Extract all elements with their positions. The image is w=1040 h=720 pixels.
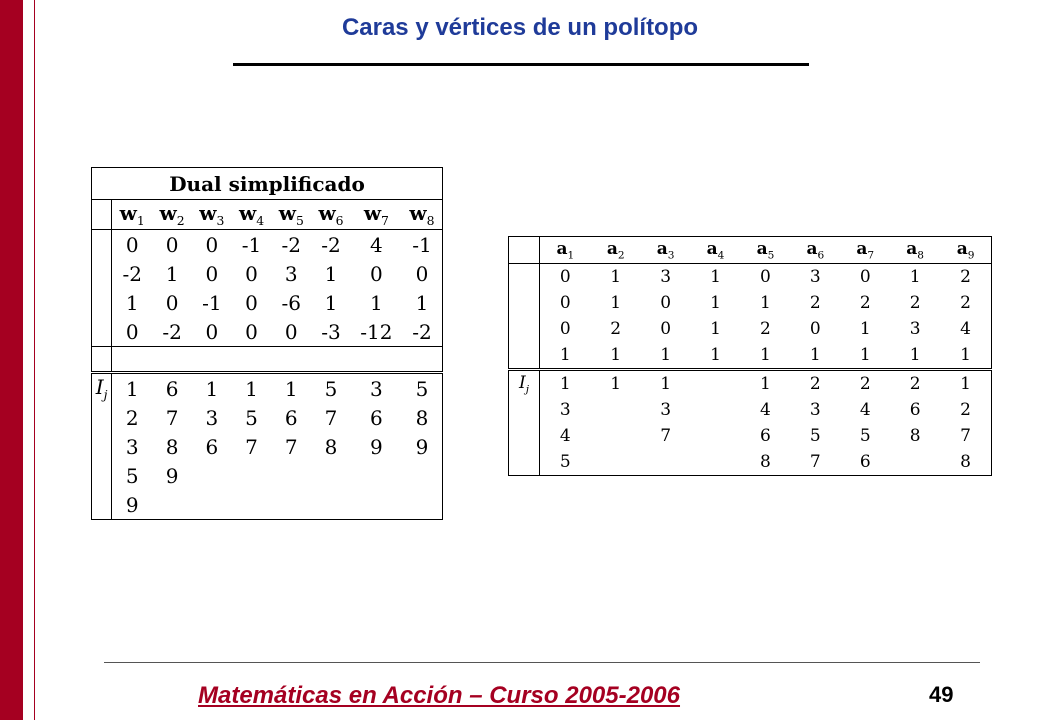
table-cell: 3: [125, 434, 139, 459]
table-cell: [402, 461, 443, 490]
table-cell: 1: [610, 267, 622, 287]
table-cell: 2: [125, 405, 139, 430]
index-set-label: [92, 373, 112, 404]
column-header: [152, 200, 192, 230]
table-cell: 6: [370, 405, 383, 430]
table-cell: 1: [539, 342, 590, 370]
table-cell: 2: [760, 319, 771, 339]
table-cell: 1: [760, 293, 771, 313]
index-row: [92, 490, 443, 520]
table-cell: 8: [165, 434, 179, 459]
table-cell: 1: [324, 261, 338, 286]
column-header: [311, 200, 351, 230]
index-row: [92, 373, 443, 404]
column-letter: w: [119, 201, 137, 225]
column-letter: w: [363, 201, 382, 225]
table-cell: 3: [809, 267, 821, 287]
table-row: [509, 290, 992, 316]
table-row: [92, 288, 443, 317]
column-subscript: 5: [767, 249, 775, 262]
table-cell: -2: [321, 232, 341, 257]
column-letter: a: [706, 238, 718, 259]
table-cell: [691, 370, 741, 398]
table-cell: 0: [271, 317, 311, 347]
row-label-cell: [92, 259, 112, 288]
column-header: [402, 200, 443, 230]
table-row: [509, 264, 992, 291]
table-cell: 7: [790, 449, 840, 476]
table-cell: 3: [660, 400, 672, 420]
table-cell: [232, 461, 272, 490]
table-cell: 3: [660, 267, 672, 287]
table-cell: 0: [245, 261, 258, 286]
table-cell: 1: [909, 267, 921, 287]
table-cell: 2: [940, 290, 991, 316]
table-cell: 9: [402, 432, 443, 461]
table-cell: 3: [559, 400, 571, 420]
page-number: 49: [929, 682, 954, 707]
table-cell: 1: [125, 290, 139, 315]
index-row: [509, 449, 992, 476]
table-cell: 2: [940, 397, 991, 423]
table-cell: -2: [281, 232, 302, 257]
slide-title: Caras y vértices de un polítopo: [341, 14, 699, 41]
column-subscript: 5: [295, 213, 304, 228]
table-cell: 0: [809, 319, 821, 339]
table-cell: 1: [591, 342, 641, 370]
column-header: [192, 200, 232, 230]
column-subscript: 4: [256, 213, 265, 228]
table-title: Dual simplificado: [92, 168, 443, 200]
corner-cell: [92, 200, 112, 230]
table-cell: 1: [940, 342, 991, 370]
table-cell: [351, 490, 402, 520]
table-cell: [691, 397, 741, 423]
column-subscript: 3: [667, 249, 675, 262]
table-cell: [351, 461, 402, 490]
index-row: [509, 370, 992, 398]
column-subscript: 6: [817, 249, 825, 262]
column-letter: w: [409, 201, 427, 225]
table-cell: 0: [165, 232, 179, 257]
index-label-base: I: [518, 372, 526, 393]
table-cell: -1: [402, 230, 443, 260]
index-label-base: I: [95, 375, 104, 399]
table-cell: -1: [241, 232, 262, 257]
column-header: [351, 200, 402, 230]
table-cell: 4: [760, 400, 771, 420]
column-letter: a: [956, 238, 968, 259]
vertex-table: [508, 236, 992, 476]
blank-cell: [112, 347, 443, 373]
table-row: [92, 259, 443, 288]
title-underline: [233, 63, 809, 66]
table-cell: 1: [840, 342, 890, 370]
table-cell: 8: [909, 426, 921, 446]
table-cell: 2: [610, 319, 622, 339]
column-header: [840, 237, 890, 264]
table-cell: 0: [559, 267, 571, 287]
column-header: [232, 200, 272, 230]
table-cell: 4: [370, 232, 383, 257]
table-cell: 3: [205, 405, 219, 430]
table-cell: [271, 490, 311, 520]
table-title-row: [92, 168, 443, 200]
table-cell: [271, 461, 311, 490]
table-cell: -6: [281, 290, 302, 315]
table-cell: 6: [284, 405, 298, 430]
dual-simplified-table: [91, 167, 443, 520]
row-label-cell: [92, 490, 112, 520]
table-cell: [890, 449, 940, 476]
table-cell: -2: [152, 317, 192, 347]
table-cell: -2: [402, 317, 443, 347]
table-cell: [311, 461, 351, 490]
column-subscript: 6: [335, 213, 344, 228]
table-cell: -2: [122, 261, 142, 286]
column-letter: w: [238, 201, 257, 225]
column-letter: a: [806, 238, 818, 259]
table-cell: 0: [660, 319, 672, 339]
table-cell: 1: [165, 261, 179, 286]
column-letter: w: [159, 201, 177, 225]
column-letter: w: [318, 201, 336, 225]
column-subscript: 9: [967, 249, 975, 262]
table-cell: 1: [559, 374, 571, 394]
column-header: [539, 237, 590, 264]
table-cell: 2: [809, 293, 821, 313]
footer-divider: [104, 662, 980, 663]
table-cell: 0: [112, 317, 153, 347]
table-cell: 0: [205, 232, 219, 257]
column-header: [591, 237, 641, 264]
table-cell: [641, 449, 691, 476]
table-cell: [192, 461, 232, 490]
table-cell: 0: [402, 259, 443, 288]
table-cell: 0: [205, 261, 219, 286]
table-cell: 0: [660, 293, 672, 313]
table-cell: [311, 490, 351, 520]
row-label-cell: [509, 316, 540, 342]
table-row: [92, 230, 443, 260]
table-cell: 7: [284, 434, 298, 459]
footer-course-title: Matemáticas en Acción – Curso 2005-2006: [198, 682, 681, 709]
column-subscript: 4: [717, 249, 725, 262]
table-cell: 4: [940, 316, 991, 342]
table-cell: [591, 423, 641, 449]
table-cell: 6: [165, 376, 179, 401]
table-cell: 1: [610, 293, 622, 313]
blank-row: [92, 347, 443, 373]
index-set-label: [509, 370, 540, 398]
table-cell: 1: [284, 376, 298, 401]
table-cell: [402, 490, 443, 520]
column-header-row: [509, 237, 992, 264]
table-cell: 1: [205, 376, 219, 401]
table-cell: 0: [232, 317, 272, 347]
table-cell: [691, 449, 741, 476]
table-cell: 8: [740, 449, 790, 476]
row-label-cell: [92, 403, 112, 432]
table-cell: 1: [740, 342, 790, 370]
table-cell: 1: [790, 342, 840, 370]
table-cell: 1: [710, 293, 721, 313]
column-header: [740, 237, 790, 264]
table-cell: 8: [324, 434, 338, 459]
table-cell: 4: [859, 400, 871, 420]
table-cell: 1: [402, 288, 443, 317]
table-cell: [152, 490, 192, 520]
table-cell: 7: [940, 423, 991, 449]
column-letter: a: [756, 238, 768, 259]
column-subscript: 7: [381, 213, 389, 228]
table-cell: -12: [351, 317, 402, 347]
table-cell: 1: [245, 376, 258, 401]
row-label-cell: [92, 230, 112, 260]
column-letter: a: [606, 238, 618, 259]
column-header: [271, 200, 311, 230]
table-cell: [192, 490, 232, 520]
table-cell: 1: [610, 374, 622, 394]
corner-cell: [509, 237, 540, 264]
row-label-cell: [509, 290, 540, 316]
column-subscript: 1: [136, 213, 145, 228]
table-cell: 4: [559, 426, 571, 446]
table-row: [509, 316, 992, 342]
table-cell: 5: [809, 426, 821, 446]
table-cell: 1: [641, 342, 691, 370]
table-cell: 0: [760, 267, 771, 287]
index-row: [92, 403, 443, 432]
row-label-cell: [509, 449, 540, 476]
column-header: [641, 237, 691, 264]
table-row: [509, 342, 992, 370]
row-label-cell: [509, 264, 540, 291]
table-cell: 9: [370, 434, 383, 459]
table-cell: 1: [370, 290, 383, 315]
table-cell: 0: [245, 290, 258, 315]
table-cell: 3: [909, 319, 921, 339]
column-header: [790, 237, 840, 264]
index-label-sub: j: [525, 383, 529, 396]
column-letter: w: [199, 201, 217, 225]
column-header: [940, 237, 991, 264]
table-cell: 0: [859, 267, 871, 287]
column-subscript: 3: [216, 213, 225, 228]
row-label-cell: [509, 342, 540, 370]
table-cell: 6: [909, 400, 921, 420]
table-cell: 1: [890, 342, 940, 370]
row-label-cell: [92, 432, 112, 461]
table-cell: 1: [710, 319, 721, 339]
table-row: [92, 317, 443, 347]
table-cell: 3: [370, 376, 383, 401]
column-subscript: 8: [917, 249, 924, 262]
table-cell: 5: [859, 426, 871, 446]
table-cell: 2: [909, 374, 921, 394]
column-letter: a: [556, 238, 568, 259]
table-cell: [591, 449, 641, 476]
column-subscript: 8: [426, 213, 435, 228]
table-cell: 9: [165, 463, 179, 488]
column-header: [890, 237, 940, 264]
table-cell: 1: [691, 342, 741, 370]
table-cell: 1: [710, 267, 721, 287]
index-label-sub: j: [103, 387, 108, 402]
table-cell: 0: [125, 232, 139, 257]
table-cell: 3: [809, 400, 821, 420]
column-header: [112, 200, 153, 230]
table-cell: 9: [112, 490, 153, 520]
row-label-cell: [92, 288, 112, 317]
row-label-cell: [509, 423, 540, 449]
table-cell: 2: [909, 293, 921, 313]
column-letter: a: [856, 238, 868, 259]
left-accent-bar: [0, 0, 23, 720]
table-cell: 1: [940, 370, 991, 398]
column-header-row: [92, 200, 443, 230]
left-accent-line: [34, 0, 35, 720]
table-cell: 0: [192, 317, 232, 347]
table-cell: 5: [125, 463, 139, 488]
column-subscript: 2: [176, 213, 185, 228]
table-cell: [591, 397, 641, 423]
table-cell: 8: [940, 449, 991, 476]
table-cell: 5: [245, 405, 258, 430]
column-subscript: 7: [867, 249, 875, 262]
index-row: [92, 432, 443, 461]
table-cell: 8: [402, 403, 443, 432]
table-cell: 1: [859, 319, 871, 339]
table-cell: 0: [165, 290, 179, 315]
column-letter: w: [278, 201, 296, 225]
table-cell: 2: [940, 264, 991, 291]
table-cell: 1: [324, 290, 338, 315]
table-cell: 7: [165, 405, 179, 430]
table-cell: 1: [125, 376, 139, 401]
column-subscript: 2: [617, 249, 625, 262]
table-cell: 1: [660, 374, 672, 394]
table-cell: 5: [324, 376, 338, 401]
table-cell: -3: [311, 317, 351, 347]
table-cell: 0: [370, 261, 383, 286]
table-cell: 2: [859, 374, 871, 394]
table-cell: 2: [809, 374, 821, 394]
table-cell: 6: [840, 449, 890, 476]
table-cell: 1: [760, 374, 771, 394]
index-row: [509, 423, 992, 449]
table-cell: 2: [859, 293, 871, 313]
table-cell: 5: [402, 373, 443, 404]
table-cell: 7: [324, 405, 338, 430]
table-cell: 6: [205, 434, 219, 459]
column-letter: a: [656, 238, 668, 259]
column-letter: a: [906, 238, 918, 259]
row-label-cell: [92, 461, 112, 490]
row-label-cell: [92, 317, 112, 347]
index-row: [92, 461, 443, 490]
table-cell: -1: [202, 290, 222, 315]
index-row: [509, 397, 992, 423]
row-label-cell: [509, 397, 540, 423]
column-header: [691, 237, 741, 264]
table-cell: [232, 490, 272, 520]
blank-cell: [92, 347, 112, 373]
table-cell: 3: [284, 261, 298, 286]
table-cell: 0: [559, 319, 571, 339]
column-subscript: 1: [567, 249, 575, 262]
table-cell: 5: [539, 449, 590, 476]
table-cell: 7: [660, 426, 672, 446]
table-cell: [691, 423, 741, 449]
table-cell: 7: [245, 434, 258, 459]
table-cell: 0: [559, 293, 571, 313]
table-cell: 6: [760, 426, 771, 446]
